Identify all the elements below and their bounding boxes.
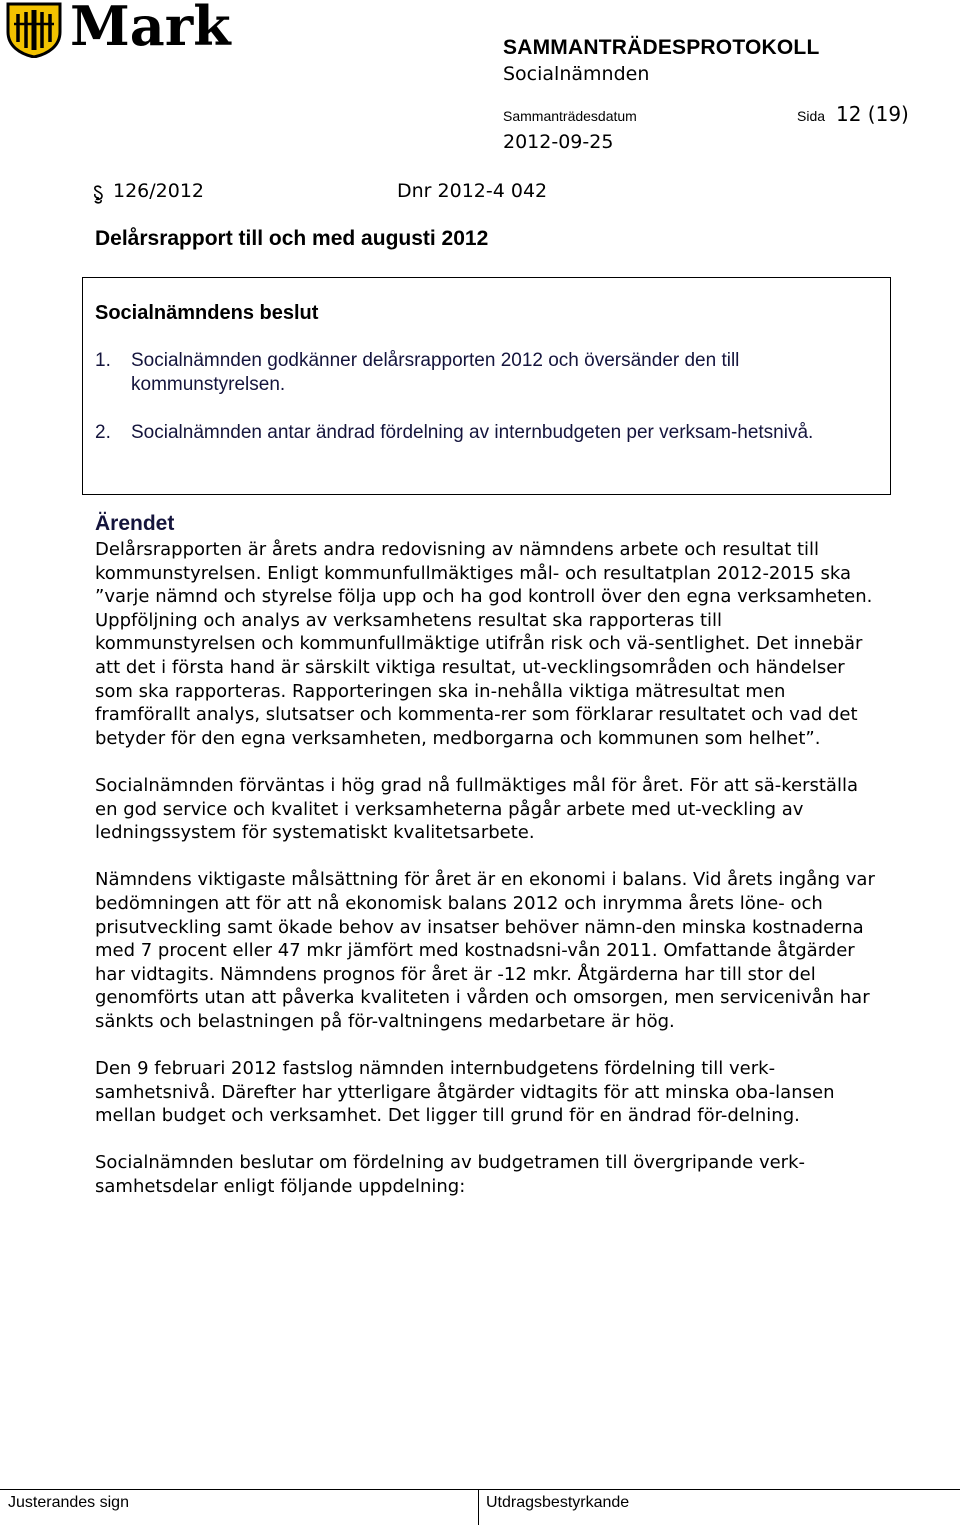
- matter-paragraph: Socialnämnden förväntas i hög grad nå fullmäktiges mål för året. För att sä-kerställa en god service och kvalitet i verksamheterna pågår arbete med ut-veckling av ledningssystem för systematiskt kvalitetsarbete.: [95, 774, 858, 844]
- document-title: SAMMANTRÄDESPROTOKOLL: [503, 36, 820, 59]
- decision-item-number: 1.: [95, 350, 111, 371]
- decision-item-text: Socialnämnden antar ändrad fördelning av internbudgeten per verksam-hetsnivå.: [131, 422, 814, 443]
- meeting-date-label: Sammanträdesdatum: [503, 108, 637, 124]
- case-title: Delårsrapport till och med augusti 2012: [95, 227, 489, 250]
- diary-number: Dnr 2012-4 042: [397, 180, 548, 202]
- page-number: 12 (19): [836, 102, 909, 126]
- matter-body: [95, 538, 885, 1222]
- section-mark-icon: [92, 185, 104, 205]
- decision-item: [95, 421, 875, 445]
- meeting-date: 2012-09-25: [503, 131, 614, 153]
- matter-paragraph: Nämndens viktigaste målsättning för året är en ekonomi i balans. Vid årets ingång var bedömningen att för att nå ekonomisk balans 2012 och inrymma årets löne- och prisutveckling samt ökade behov av insatser behöver nämn-den minska kostnaderna med 7 procent eller 47 mkr jämfört med kostnadsni-vån 2011. Omfattande åtgärder har vidtagits. Nämndens prognos för året är -12 mkr. Åtgärderna har till stor del genomförts utan att påverka kvaliteten i vården och omsorgen, men servicenivån har sänkts och belastningen på för-valtningens medarbetare är hög.: [95, 869, 875, 1032]
- signature-footer: [0, 1489, 960, 1524]
- organization-name: Socialnämnden: [503, 63, 650, 85]
- coat-of-arms-icon: [4, 2, 64, 58]
- matter-paragraph: Socialnämnden beslutar om fördelning av budgetramen till övergripande verk-samhetsdelar enligt följande uppdelning:: [95, 1152, 805, 1198]
- extract-certification-label: Utdragsbestyrkande: [486, 1494, 630, 1511]
- decision-list: [95, 349, 875, 469]
- case-number: 126/2012: [113, 180, 205, 202]
- matter-heading: Ärendet: [95, 512, 175, 535]
- decision-item: [95, 349, 875, 397]
- decision-item-number: 2.: [95, 422, 111, 443]
- decision-item-text: Socialnämnden godkänner delårsrapporten 2012 och översänder den till kommunstyrelsen.: [131, 350, 740, 395]
- logo-wordmark: Mark: [70, 0, 231, 58]
- adjuster-sign-label: Justerandes sign: [8, 1494, 129, 1511]
- matter-paragraph: Den 9 februari 2012 fastslog nämnden internbudgetens fördelning till verk-samhetsnivå. Därefter har ytterligare åtgärder vidtagits för att minska oba-lansen mellan budget och verksamhet. Det ligger till grund för en ändrad för-delning.: [95, 1058, 835, 1127]
- footer-divider: [478, 1490, 479, 1525]
- municipality-logo: [4, 2, 234, 60]
- decision-heading: Socialnämndens beslut: [95, 302, 319, 324]
- matter-paragraph: Delårsrapporten är årets andra redovisning av nämndens arbete och resultat till kommunstyrelsen. Enligt kommunfullmäktiges mål- och resultatplan 2012-2015 ska ”varje nämnd och styrelse följa upp och ha god kontroll över den egna verksamheten. Uppföljning och analys av verksamhetens resultat ska rapporteras till kommunstyrelsen och kommunfullmäktige utifrån risk och vä-sentlighet. Det innebär att det i första hand är särskilt viktiga resultat, ut-vecklingsområden och händelser som ska rapporteras. Rapporteringen ska in-nehålla viktiga mätresultat men framförallt analys, slutsatser och kommenta-rer som förklarar resultatet och vad det betyder för den egna verksamheten, medborgarna och kommunen som helhet”.: [95, 539, 873, 749]
- page-label: Sida: [797, 108, 826, 124]
